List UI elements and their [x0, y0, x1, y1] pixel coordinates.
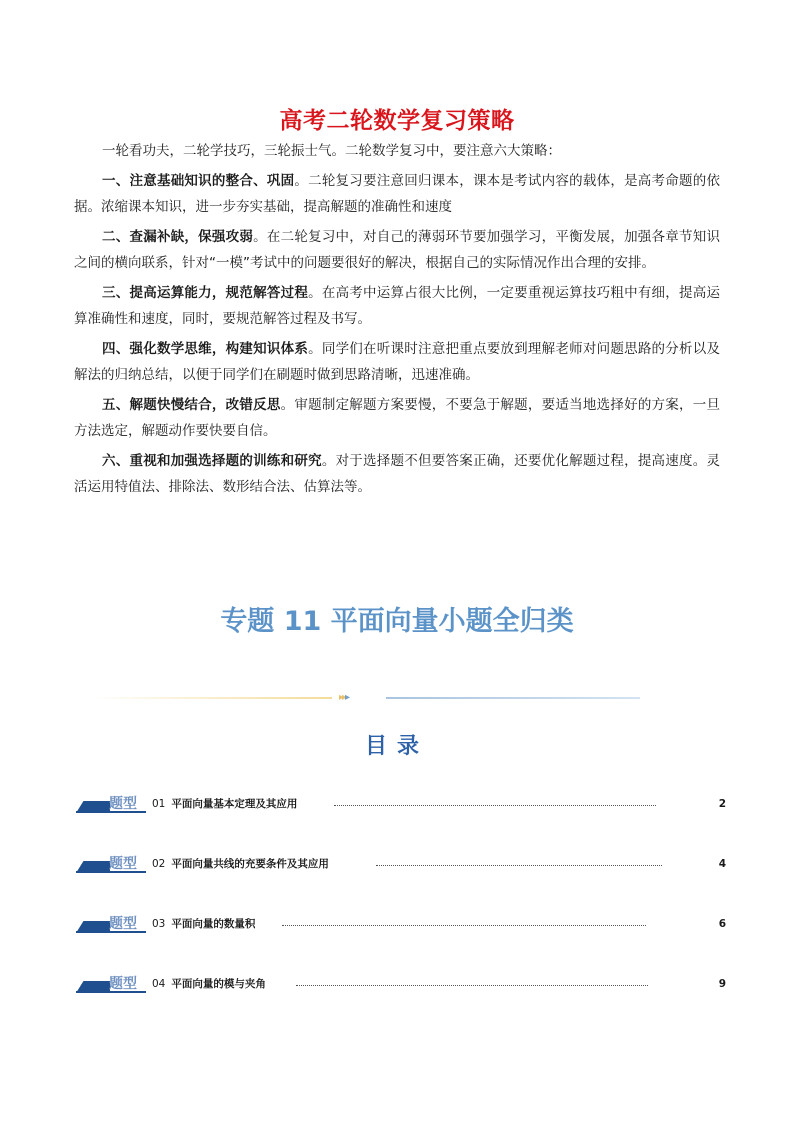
- main-title: 高考二轮数学复习策略: [279, 108, 515, 134]
- toc-item-page: 6: [718, 918, 726, 930]
- question-type-badge-icon: [76, 914, 146, 936]
- toc-item-label: 平面向量共线的充要条件及其应用: [171, 858, 329, 870]
- toc-item-number: 03: [152, 918, 166, 930]
- toc-item-number: 04: [152, 978, 166, 990]
- strategy-item-body: 。审题制定解题方案要慢，不要急于解题，要适当地选择好的方案，一旦方法选定，解题动作要快要自信。: [74, 397, 721, 439]
- toc-item-number: 01: [152, 798, 166, 810]
- strategy-item-heading: 三、提高运算能力，规范解答过程: [102, 285, 309, 301]
- strategy-item-body: 。在高考中运算占很大比例，一定要重视运算技巧粗中有细，提高运算准确性和速度，同时，要规范解答过程及书写。: [74, 285, 721, 327]
- toc-leader-dots: [282, 925, 646, 926]
- strategy-item-3: [74, 280, 720, 332]
- toc-leader-dots: [376, 865, 662, 866]
- toc-item-number: 02: [152, 858, 166, 870]
- strategy-item-6: [74, 448, 720, 500]
- strategy-item-body: 。对于选择题不但要答案正确，还要优化解题过程，提高速度。灵活运用特值法、排除法、数形结合法、估算法等。: [74, 453, 721, 495]
- toc-title: 目录: [364, 734, 429, 759]
- toc-item-text[interactable]: [152, 797, 297, 811]
- toc-item-label: 平面向量的模与夹角: [171, 978, 266, 990]
- toc-item-page: 2: [718, 798, 726, 810]
- toc-item[interactable]: [76, 790, 726, 850]
- toc-item-page: 4: [718, 858, 726, 870]
- strategy-intro: 一轮看功夫，二轮学技巧，三轮振士气。二轮数学复习中，要注意六大策略：: [102, 143, 561, 159]
- toc-list: [76, 790, 726, 1030]
- strategy-item-heading: 五、解题快慢结合，改错反思: [102, 397, 281, 413]
- strategy-item-heading: 六、重视和加强选择题的训练和研究: [102, 453, 322, 469]
- strategy-item-heading: 四、强化数学思维，构建知识体系: [102, 341, 309, 357]
- strategy-item-4: [74, 336, 720, 388]
- toc-item-page: 9: [718, 978, 726, 990]
- toc-item-label: 平面向量基本定理及其应用: [171, 798, 298, 810]
- badge-label: 题型: [109, 796, 137, 812]
- toc-item[interactable]: [76, 850, 726, 910]
- divider-line-left: [90, 697, 332, 699]
- toc-item-text[interactable]: [152, 977, 266, 991]
- toc-leader-dots: [296, 985, 648, 986]
- strategy-item-5: [74, 392, 720, 444]
- strategy-item-heading: 一、注意基础知识的整合、巩固: [102, 173, 295, 189]
- toc-item-text[interactable]: [152, 857, 329, 871]
- topic-title: 专题 11 平面向量小题全归类: [220, 606, 574, 637]
- toc-leader-dots: [334, 805, 656, 806]
- question-type-badge-icon: [76, 854, 146, 876]
- divider-line-right: [386, 697, 640, 699]
- badge-label: 题型: [109, 856, 137, 872]
- toc-item-text[interactable]: [152, 917, 255, 931]
- strategy-item-2: [74, 224, 720, 276]
- strategy-item-body: 。在二轮复习中，对自己的薄弱环节要加强学习，平衡发展，加强各章节知识之间的横向联系，针对“一模”考试中的问题要很好的解决，根据自己的实际情况作出合理的安排。: [74, 229, 720, 271]
- question-type-badge-icon: [76, 794, 146, 816]
- strategy-section: [74, 138, 720, 504]
- toc-item[interactable]: [76, 970, 726, 1030]
- question-type-badge-icon: [76, 974, 146, 996]
- strategy-item-1: [74, 168, 720, 220]
- badge-label: 题型: [109, 916, 137, 932]
- triple-arrow-icon: ▸▸▸: [339, 692, 349, 703]
- section-divider: [90, 692, 640, 704]
- toc-item-label: 平面向量的数量积: [171, 918, 256, 930]
- strategy-item-body: 。二轮复习要注意回归课本，课本是考试内容的载体，是高考命题的依据。浓缩课本知识，进一步夯实基础，提高解题的准确性和速度: [74, 173, 721, 215]
- badge-label: 题型: [109, 976, 137, 992]
- strategy-item-body: 。同学们在听课时注意把重点要放到理解老师对问题思路的分析以及解法的归纳总结，以便于同学们在刷题时做到思路清晰，迅速准确。: [74, 341, 721, 383]
- strategy-item-heading: 二、查漏补缺，保强攻弱: [102, 229, 254, 245]
- toc-item[interactable]: [76, 910, 726, 970]
